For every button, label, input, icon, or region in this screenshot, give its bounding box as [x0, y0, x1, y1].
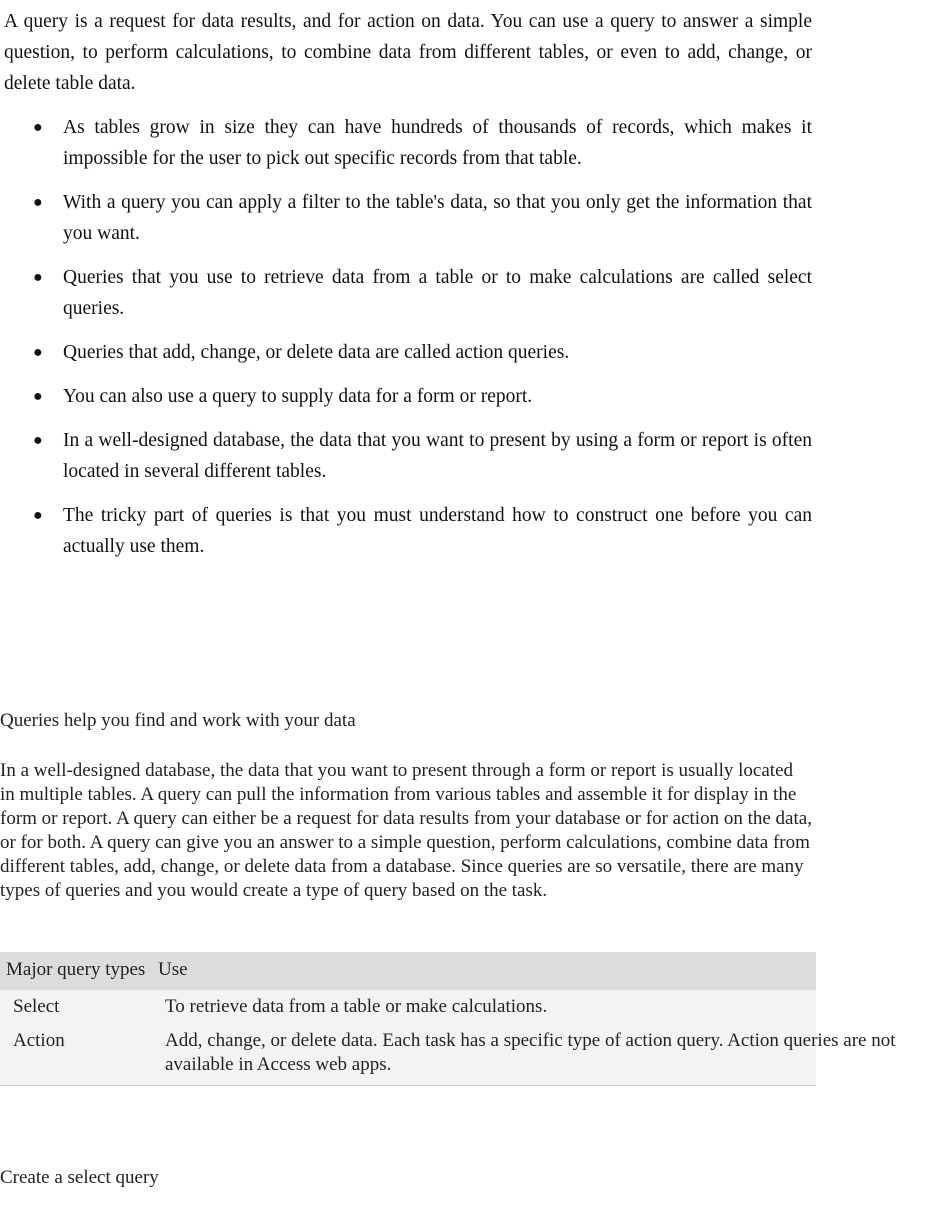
header-use: Use — [152, 952, 816, 990]
query-use-cell — [152, 1024, 896, 1086]
queries-help-paragraph: In a well-designed database, the data that you want to present through a form or report is usually located in multiple tables. A query can pull the information from various tables and assemble it for display in the form or report. A query can either be a request for data results from your database or for action on the data, or for both. A query can give you an answer to a simple question, perform calculations, combine data from different tables, add, change, or delete data from a database. Since queries are so versatile, there are many types of queries and you would create a type of query based on the task. — [0, 760, 812, 901]
table-row — [0, 1024, 816, 1086]
table-row — [0, 990, 816, 1024]
list-item: ● The tricky part of queries is that you must understand how to construct one before you can actually use them. — [0, 500, 812, 562]
table-header-row — [0, 952, 816, 990]
list-item: ● Queries that add, change, or delete data are called action queries. — [0, 337, 812, 368]
bullet-icon: ● — [33, 194, 43, 211]
query-type-cell: Action — [0, 1024, 152, 1086]
query-facts-list — [0, 112, 812, 575]
list-item: ● You can also use a query to supply data for a form or report. — [0, 381, 812, 412]
list-item: ● As tables grow in size they can have hundreds of thousands of records, which makes it impossible for the user to pick out specific records from that table. — [0, 112, 812, 174]
section-heading-queries-help: Queries help you find and work with your data — [0, 710, 356, 731]
query-use-cell: To retrieve data from a table or make calculations. — [152, 990, 816, 1024]
intro-paragraph: A query is a request for data results, and for action on data. You can use a query to answer a simple question, to perform calculations, to combine data from different tables, or even to add, change, or delete table data. — [4, 11, 812, 94]
list-item: ● Queries that you use to retrieve data from a table or to make calculations are called select queries. — [0, 262, 812, 324]
bullet-icon: ● — [33, 388, 43, 405]
bullet-icon: ● — [33, 507, 43, 524]
query-type-cell: Select — [0, 990, 152, 1024]
header-major-query-types: Major query types — [0, 952, 152, 990]
query-types-table — [0, 952, 896, 1086]
bullet-icon: ● — [33, 119, 43, 136]
section-heading-create-select-query: Create a select query — [0, 1167, 159, 1188]
bullet-icon: ● — [33, 269, 43, 286]
query-use-cell-text: Add, change, or delete data. Each task has a specific type of action query. Action queries are not available in Access web apps. — [165, 1030, 896, 1075]
list-item: ● In a well-designed database, the data that you want to present by using a form or report is often located in several different tables. — [0, 425, 812, 487]
bullet-icon: ● — [33, 344, 43, 361]
list-item: ● With a query you can apply a filter to the table's data, so that you only get the information that you want. — [0, 187, 812, 249]
bullet-icon: ● — [33, 432, 43, 449]
